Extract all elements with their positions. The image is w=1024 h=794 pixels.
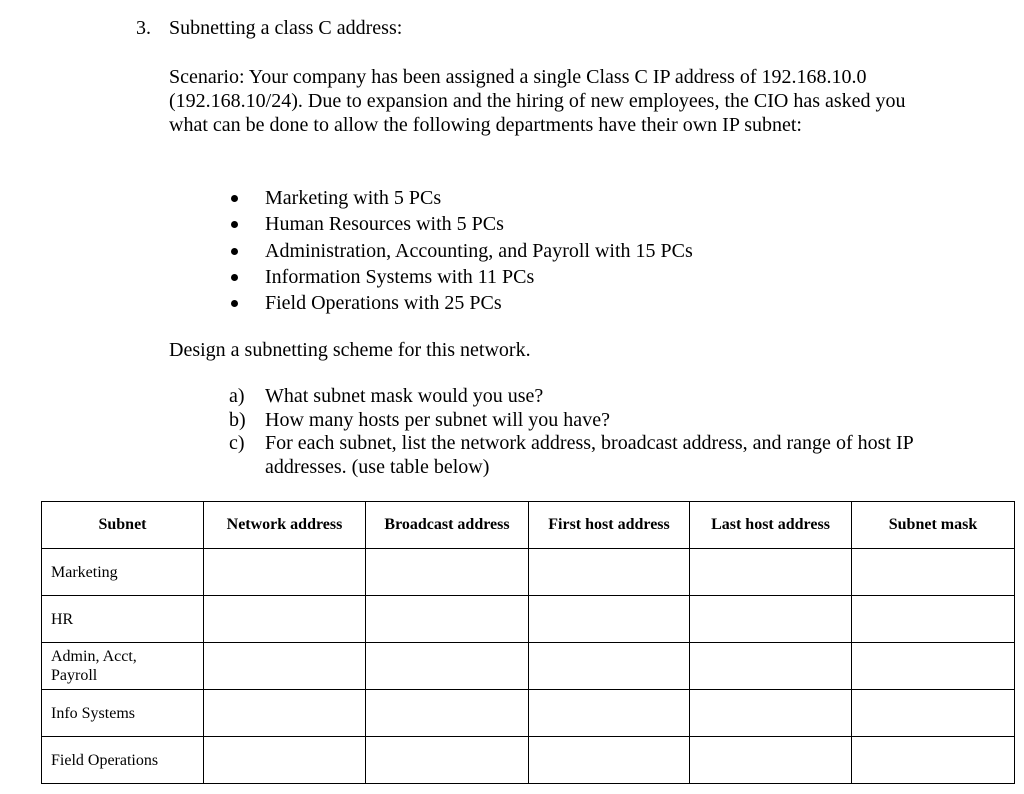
row-label: Info Systems [42, 690, 204, 737]
question-text: What subnet mask would you use? [265, 385, 544, 407]
table-row [42, 549, 1015, 596]
question-label: a) [229, 385, 245, 407]
design-prompt: Design a subnetting scheme for this network. [169, 339, 531, 361]
empty-cell[interactable] [366, 596, 529, 643]
department-list [229, 185, 693, 316]
empty-cell[interactable] [852, 643, 1015, 690]
question-number: 3. [136, 17, 151, 39]
question-heading [136, 16, 402, 40]
empty-cell[interactable] [529, 549, 690, 596]
empty-cell[interactable] [690, 737, 852, 784]
empty-cell[interactable] [529, 690, 690, 737]
question-title: Subnetting a class C address: [169, 17, 403, 39]
empty-cell[interactable] [366, 690, 529, 737]
bullet-icon [231, 300, 238, 307]
empty-cell[interactable] [529, 737, 690, 784]
empty-cell[interactable] [852, 596, 1015, 643]
bullet-icon [231, 274, 238, 281]
question-text: How many hosts per subnet will you have? [265, 408, 610, 431]
empty-cell[interactable] [690, 549, 852, 596]
empty-cell[interactable] [852, 737, 1015, 784]
row-label: Field Operations [42, 737, 204, 784]
question-list [229, 385, 919, 479]
bullet-icon [231, 195, 238, 202]
column-header-broadcast-address: Broadcast address [366, 502, 529, 549]
empty-cell[interactable] [529, 643, 690, 690]
table-row [42, 737, 1015, 784]
bullet-icon [231, 248, 238, 255]
column-header-subnet: Subnet [42, 502, 204, 549]
table-header-row [42, 502, 1015, 549]
empty-cell[interactable] [529, 596, 690, 643]
table-row [42, 690, 1015, 737]
question-label: c) [229, 432, 245, 454]
row-label: Admin, Acct, Payroll [42, 643, 204, 690]
row-label: HR [42, 596, 204, 643]
empty-cell[interactable] [204, 549, 366, 596]
empty-cell[interactable] [366, 549, 529, 596]
question-item [229, 432, 919, 479]
empty-cell[interactable] [690, 596, 852, 643]
empty-cell[interactable] [690, 690, 852, 737]
column-header-network-address: Network address [204, 502, 366, 549]
empty-cell[interactable] [204, 596, 366, 643]
empty-cell[interactable] [204, 690, 366, 737]
question-item [229, 385, 919, 409]
column-header-first-host-address: First host address [529, 502, 690, 549]
empty-cell[interactable] [366, 643, 529, 690]
empty-cell[interactable] [690, 643, 852, 690]
empty-cell[interactable] [852, 690, 1015, 737]
list-item: Human Resources with 5 PCs [229, 211, 693, 237]
empty-cell[interactable] [204, 643, 366, 690]
scenario-paragraph: Scenario: Your company has been assigned a single Class C IP address of 192.168.10.0 (192.168.10/24). Due to expansion and the hiring of new employees, the CIO has asked you what can be done to allow the following departments have their own IP subnet: [169, 66, 906, 136]
question-text: For each subnet, list the network address, broadcast address, and range of host IP addresses. (use table below) [265, 432, 913, 478]
empty-cell[interactable] [204, 737, 366, 784]
column-header-last-host-address: Last host address [690, 502, 852, 549]
list-item: Marketing with 5 PCs [229, 185, 693, 211]
question-label: b) [229, 408, 246, 431]
table-row [42, 643, 1015, 690]
table-row [42, 596, 1015, 643]
question-item [229, 409, 919, 433]
list-item: Information Systems with 11 PCs [229, 264, 693, 290]
subnet-table [41, 501, 1015, 784]
bullet-icon [231, 221, 238, 228]
empty-cell[interactable] [366, 737, 529, 784]
list-item: Field Operations with 25 PCs [229, 290, 693, 316]
row-label: Marketing [42, 549, 204, 596]
column-header-subnet-mask: Subnet mask [852, 502, 1015, 549]
empty-cell[interactable] [852, 549, 1015, 596]
list-item: Administration, Accounting, and Payroll with 15 PCs [229, 238, 693, 264]
